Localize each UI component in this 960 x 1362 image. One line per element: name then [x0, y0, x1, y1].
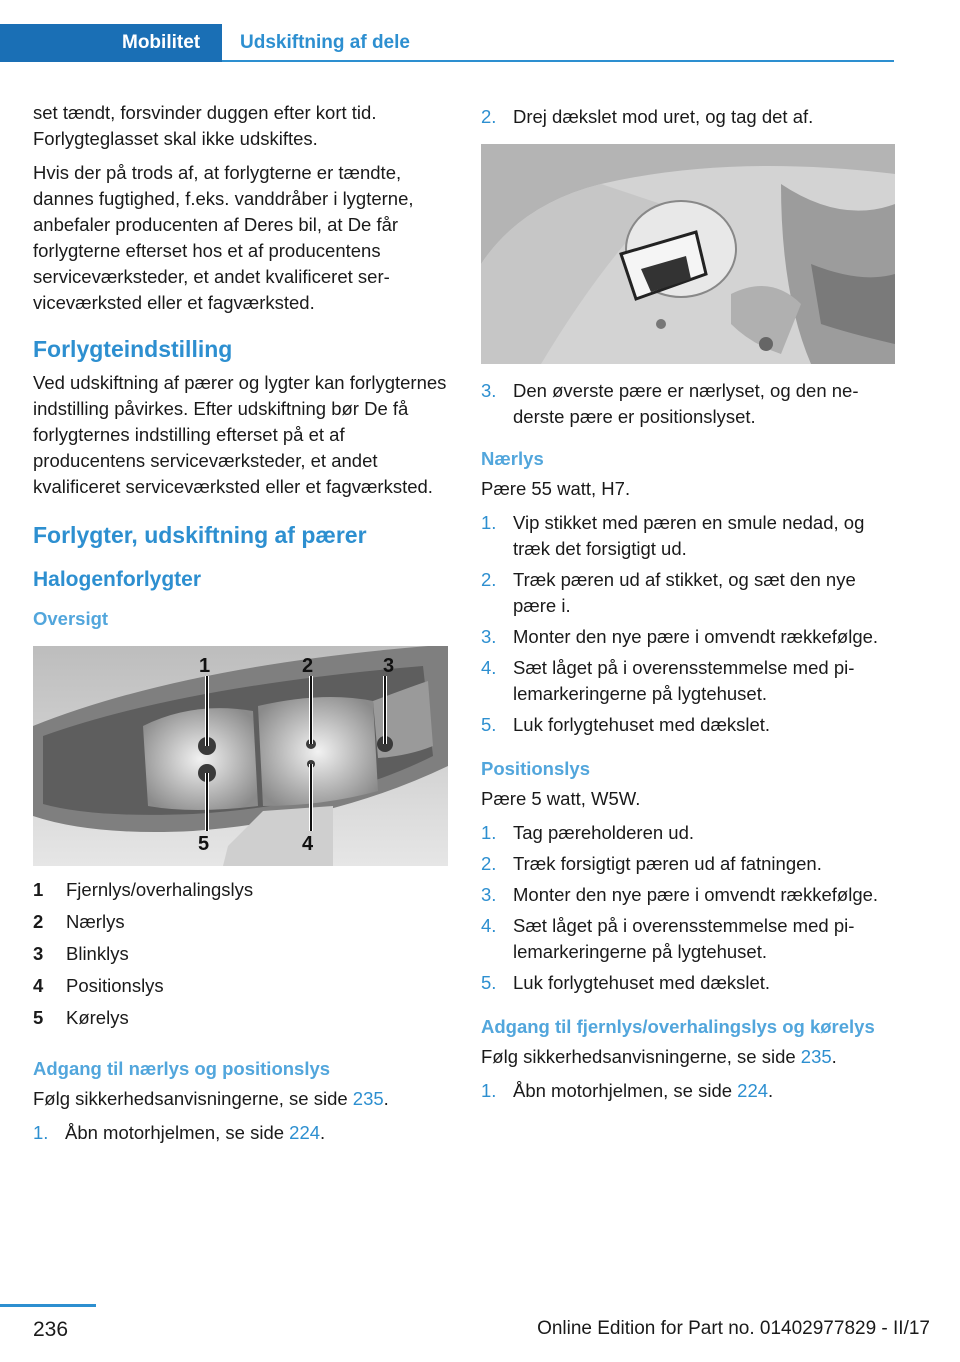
step-number: 2.: [481, 569, 497, 590]
steps-list: [481, 1078, 896, 1104]
legend-num: 1: [33, 879, 44, 900]
callout-1: 1: [199, 655, 211, 677]
headlight-illustration: [33, 646, 448, 866]
legend-label: Positionslys: [66, 975, 164, 996]
legend-row: [33, 938, 448, 970]
page-link[interactable]: 224: [289, 1122, 321, 1143]
legend-label: Nærlys: [66, 911, 125, 932]
legend-row: [33, 1002, 448, 1034]
step-number: 4.: [481, 657, 497, 678]
legend-num: 3: [33, 943, 44, 964]
list-item: [481, 851, 896, 877]
paragraph: Hvis der på trods af, at forlygterne er tændte, dannes fugtighed, f.eks. vanddråber i lygterne, anbefaler producenten af Deres bil, at De får forlygterne efterset hos et af producentens serviceværksteder, et andet kvalificeret serviceværksted eller et fagværksted.: [33, 162, 414, 313]
legend-row: [33, 970, 448, 1002]
step-text: Træk forsigtigt pæren ud af fatningen.: [513, 853, 822, 874]
steps-list: [33, 1120, 448, 1146]
edition-note: Online Edition for Part no. 01402977829 - II/17: [537, 1318, 930, 1339]
step-number: 1.: [481, 822, 497, 843]
list-item: [481, 913, 896, 965]
step-text: Luk forlygtehuset med dækslet.: [513, 714, 771, 735]
callout-5: 5: [198, 833, 210, 855]
list-item: [481, 882, 896, 908]
step-number: 4.: [481, 915, 497, 936]
step-text: [65, 1120, 448, 1146]
safety-text: Følg sikkerhedsanvisningerne, se side: [33, 1088, 353, 1109]
footer-rule: [0, 1304, 96, 1307]
bulb-spec: Pære 5 watt, W5W.: [481, 788, 641, 809]
step-number: 2.: [481, 853, 497, 874]
list-item: [481, 655, 896, 707]
step-number: 1.: [481, 512, 497, 533]
step-number: 2.: [481, 106, 497, 127]
heading-halogen: Halogenforlygter: [33, 568, 202, 591]
step-text: Vip stikket med pæren en smule nedad, og træk det forsigtigt ud.: [513, 512, 865, 559]
step-text: [513, 1078, 896, 1104]
callout-4: 4: [302, 833, 314, 855]
list-item: [481, 970, 896, 996]
step-text-body: Åbn motorhjelmen, se side: [513, 1080, 738, 1101]
page-link[interactable]: 224: [737, 1080, 769, 1101]
legend-num: 4: [33, 975, 44, 996]
step-number: 5.: [481, 714, 497, 735]
step-number: 3.: [481, 380, 497, 401]
figure-legend: [33, 874, 448, 1034]
list-item: [481, 567, 896, 619]
steps-list: [481, 378, 896, 430]
page-link[interactable]: 235: [352, 1088, 384, 1109]
step-text: Monter den nye pære i omvendt rækkefølge.: [513, 626, 879, 647]
step-number: 5.: [481, 972, 497, 993]
engine-bay-illustration: [481, 144, 895, 364]
step-text: Luk forlygtehuset med dækslet.: [513, 972, 771, 993]
step-text: Drej dækslet mod uret, og tag det af.: [513, 106, 814, 127]
list-item: [481, 510, 896, 562]
position-light-steps: [481, 820, 896, 996]
page-link[interactable]: 235: [800, 1046, 832, 1067]
step-number: 1.: [481, 1080, 497, 1101]
step-number: 3.: [481, 884, 497, 905]
callout-2: 2: [302, 655, 314, 677]
bulb-spec: Pære 55 watt, H7.: [481, 478, 631, 499]
step-number: 1.: [33, 1122, 49, 1143]
step-text: Træk pæren ud af stikket, og sæt den nye pære i.: [513, 569, 856, 616]
heading-access-high-beam: Adgang til fjernlys/overhalingslys og kørelys: [481, 1016, 875, 1037]
legend-label: Kørelys: [66, 1007, 129, 1028]
punctuation: .: [831, 1046, 837, 1067]
left-column: [33, 100, 448, 1154]
legend-label: Fjernlys/overhalingslys: [66, 879, 254, 900]
heading-low-beam: Nærlys: [481, 448, 544, 469]
heading-overview: Oversigt: [33, 608, 109, 629]
callout-3: 3: [383, 655, 395, 677]
list-item: [481, 378, 896, 430]
list-item: [481, 820, 896, 846]
steps-list: [481, 104, 896, 130]
heading-headlight-adjustment: Forlygteindstilling: [33, 336, 233, 362]
legend-row: [33, 874, 448, 906]
right-column: [481, 100, 896, 1112]
legend-label: Blinklys: [66, 943, 129, 964]
safety-note: [33, 1086, 448, 1112]
headlight-figure: [33, 646, 448, 866]
header-section-tab[interactable]: Mobilitet: [0, 24, 222, 62]
legend-row: [33, 906, 448, 938]
punctuation: .: [320, 1122, 326, 1143]
legend-num: 2: [33, 911, 44, 932]
header-rule: [222, 60, 894, 62]
step-text: Den øverste pære er nærlyset, og den nederste pære er positionslyset.: [513, 380, 859, 427]
step-number: 3.: [481, 626, 497, 647]
step-text-body: Åbn motorhjelmen, se side: [65, 1122, 290, 1143]
legend-num: 5: [33, 1007, 44, 1028]
step-text: Tag pæreholderen ud.: [513, 822, 695, 843]
list-item: [481, 712, 896, 738]
paragraph: set tændt, forsvinder duggen efter kort tid. Forlygteglasset skal ikke udskiftes.: [33, 102, 377, 149]
page-number: 236: [33, 1318, 69, 1341]
step-text: Monter den nye pære i omvendt rækkefølge.: [513, 884, 879, 905]
heading-bulb-replacement: Forlygter, udskiftning af pærer: [33, 522, 367, 548]
cover-removal-figure: [481, 144, 895, 364]
paragraph: Ved udskiftning af pærer og lygter kan forlygternes indstilling påvirkes. Efter udskiftning bør De få forlygternes indstilling efterset på et af producentens serviceværksteder, et andet kvalificeret serviceværksted eller et fagværksted.: [33, 372, 447, 497]
heading-position-light: Positionslys: [481, 758, 590, 779]
list-item: [481, 1078, 896, 1104]
safety-note: [481, 1044, 896, 1070]
low-beam-steps: [481, 510, 896, 738]
step-text: Sæt låget på i overensstemmelse med pilemarkeringerne på lygtehuset.: [513, 657, 855, 704]
header-chapter-tab[interactable]: Udskiftning af dele: [240, 32, 410, 53]
step-text: Sæt låget på i overensstemmelse med pilemarkeringerne på lygtehuset.: [513, 915, 855, 962]
punctuation: .: [768, 1080, 774, 1101]
heading-access-low-position: Adgang til nærlys og positionslys: [33, 1058, 331, 1079]
safety-text: Følg sikkerhedsanvisningerne, se side: [481, 1046, 801, 1067]
punctuation: .: [383, 1088, 389, 1109]
list-item: [481, 624, 896, 650]
list-item: [481, 104, 896, 130]
list-item: [33, 1120, 448, 1146]
